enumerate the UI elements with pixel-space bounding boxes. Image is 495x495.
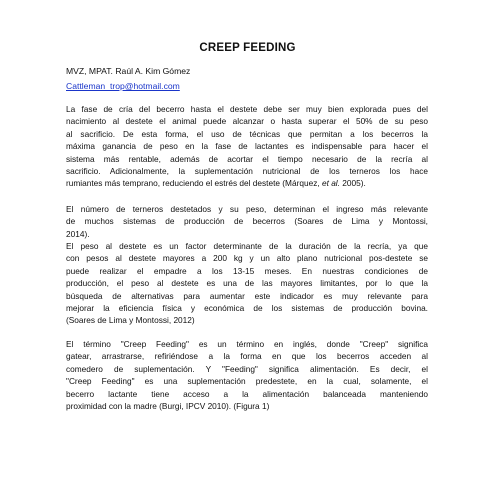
paragraph-line: comedero de suplementación. Y "Feeding" significa alimentación. Es decir, el — [66, 363, 428, 374]
paragraph-line: (Soares de Lima y Montossi, 2012) — [66, 315, 195, 326]
paragraph-line: El término "Creep Feeding" es un término en inglés, donde "Creep" significa — [66, 339, 428, 349]
paragraph-line: sacrificio. Adicionalmente, la suplementación nutricional de los terneros los hace — [66, 166, 428, 177]
paragraph-line: con pesos al destete mayores a 200 kg y un alto plano nutricional pos-destete se — [66, 253, 428, 264]
paragraph-line: al sacrificio. De esta forma, el uso de técnicas que permitan a los becerros la — [66, 128, 428, 139]
paragraph-4 — [66, 338, 428, 412]
paragraph-line: nacimiento al destete el animal puede alcanzar o hasta superar el 50% de su peso — [66, 116, 428, 127]
author-line: MVZ, MPAT. Raúl A. Kim Gómez — [66, 66, 191, 76]
paragraph-line: mejorar la eficiencia física y económica de los sistemas de producción bovina. — [66, 303, 428, 314]
paragraph-line: puede realizar el empadre a los 13-15 meses. En nuestras condiciones de — [66, 265, 428, 276]
paragraph-1 — [66, 103, 428, 190]
paragraph-line: de muchos sistemas de producción de becerros (Soares de Lima y Montossi, — [66, 216, 428, 227]
author-email-link[interactable]: Cattleman_trop@hotmail.com — [66, 81, 180, 91]
paragraph-2 — [66, 203, 428, 240]
document-title: CREEP FEEDING — [199, 42, 296, 54]
citation-text: rumiantes más temprano, reduciendo el estrés del destete (Márquez, — [66, 178, 320, 189]
paragraph-line: becerro lactante tiene acceso a la alimentación balanceada manteniendo — [66, 388, 428, 399]
paragraph-line: búsqueda de alternativas para aumentar este indicador es muy relevante para — [66, 290, 428, 301]
paragraph-line: El peso al destete es un factor determinante de la duración de la recría, ya que — [66, 241, 428, 251]
paragraph-3 — [66, 240, 428, 327]
citation-year: 2005). — [342, 178, 366, 189]
paragraph-line-with-citation — [66, 177, 428, 189]
paragraph-line: 2014). — [66, 228, 90, 239]
paragraph-line: sistema más rentable, además de acortar el tiempo necesario de la recría al — [66, 153, 428, 164]
paragraph-line: producción, el peso al destete es una de las mayores limitantes, por lo que la — [66, 278, 428, 289]
citation-italic: et al. — [321, 178, 340, 189]
paragraph-line: gatear, arrastrarse, refiriéndose a la forma en que los becerros acceden al — [66, 351, 428, 362]
paragraph-line: proximidad con la madre (Burgi, IPCV 2010). (Figura 1) — [66, 401, 270, 412]
paragraph-line: La fase de cría del becerro hasta el destete debe ser muy bien explorada pues del — [66, 104, 428, 114]
paragraph-line: máxima ganancia de peso en la fase de lactantes es indispensable para hacer el — [66, 141, 428, 152]
paragraph-line: El número de terneros destetados y su peso, determinan el ingreso más relevante — [66, 204, 428, 214]
paragraph-line: "Creep Feeding" es una suplementación predestete, en la cual, solamente, el — [66, 376, 428, 387]
